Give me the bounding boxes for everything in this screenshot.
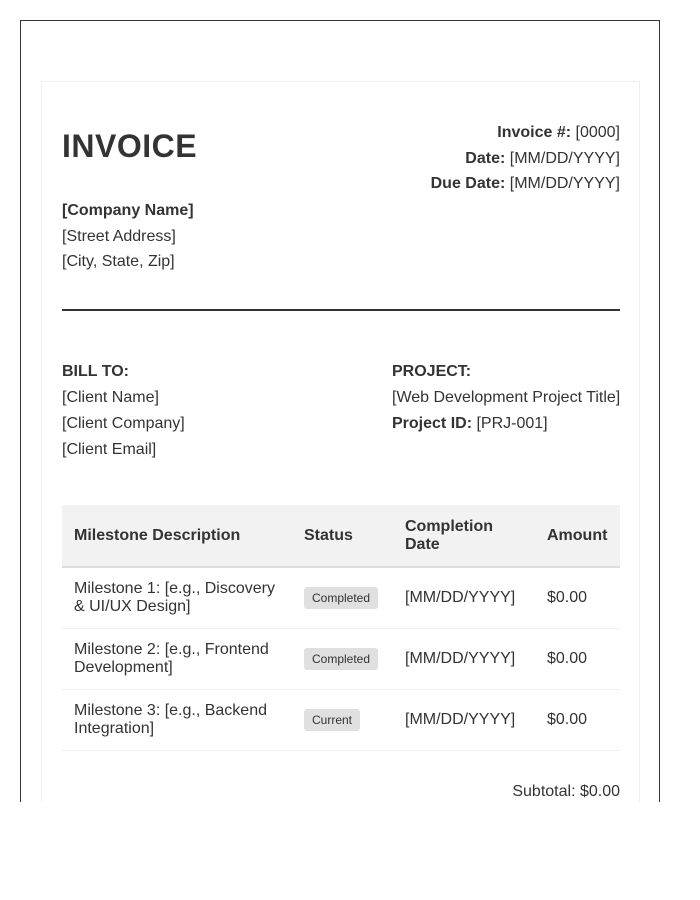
invoice-meta (431, 120, 620, 197)
invoice-number-value: [0000] (575, 124, 620, 141)
milestone-status-cell (292, 567, 393, 629)
milestone-description: Milestone 2: [e.g., Frontend Development] (62, 629, 292, 690)
bill-to-section (62, 359, 185, 463)
project-id-label: Project ID: (392, 415, 473, 432)
milestone-description: Milestone 1: [e.g., Discovery & UI/UX Design] (62, 567, 292, 629)
table-header-row (62, 505, 620, 567)
status-badge: Completed (304, 587, 378, 609)
table-row (62, 567, 620, 629)
invoice-date-line (431, 146, 620, 172)
milestone-status-cell (292, 690, 393, 751)
milestone-description: Milestone 3: [e.g., Backend Integration] (62, 690, 292, 751)
invoice-number-label: Invoice #: (497, 124, 572, 141)
milestone-amount: $0.00 (535, 629, 620, 690)
invoice-date-value: [MM/DD/YYYY] (509, 149, 620, 167)
invoice-title: INVOICE (62, 128, 198, 164)
project-heading: PROJECT: (392, 363, 472, 380)
milestone-date: [MM/DD/YYYY] (393, 690, 535, 751)
project-title: [Web Development Project Title] (392, 389, 621, 406)
client-email: [Client Email] (62, 441, 157, 458)
project-id-value: [PRJ-001] (476, 415, 548, 432)
company-street: [Street Address] (62, 227, 176, 245)
milestone-amount: $0.00 (535, 567, 620, 629)
header-description: Milestone Description (62, 505, 292, 567)
header-completion-date: Completion Date (393, 505, 535, 567)
milestone-date: [MM/DD/YYYY] (393, 629, 535, 690)
header-status: Status (292, 505, 393, 567)
milestone-date: [MM/DD/YYYY] (393, 567, 535, 629)
invoice-due-date-value: [MM/DD/YYYY] (509, 175, 620, 192)
milestone-amount: $0.00 (535, 690, 620, 751)
invoice-due-date-label: Due Date: (430, 175, 506, 192)
company-name: [Company Name] (62, 202, 194, 219)
header-amount: Amount (535, 505, 620, 567)
project-id-line (392, 411, 620, 437)
client-company: [Client Company] (62, 415, 185, 432)
table-row (62, 690, 620, 751)
company-city: [City, State, Zip] (62, 253, 175, 270)
client-name: [Client Name] (62, 389, 159, 406)
status-badge: Completed (304, 648, 378, 670)
subtotal: Subtotal: $0.00 (512, 783, 620, 800)
project-section (392, 359, 620, 437)
header-divider (62, 309, 620, 311)
milestones-table (62, 505, 620, 751)
bill-to-heading: BILL TO: (62, 363, 129, 380)
invoice-date-label: Date: (465, 149, 506, 167)
company-info (62, 198, 194, 275)
table-row (62, 629, 620, 690)
status-badge: Current (304, 709, 360, 731)
invoice-number-line (431, 120, 620, 146)
invoice-due-date-line (431, 171, 620, 197)
milestone-status-cell (292, 629, 393, 690)
